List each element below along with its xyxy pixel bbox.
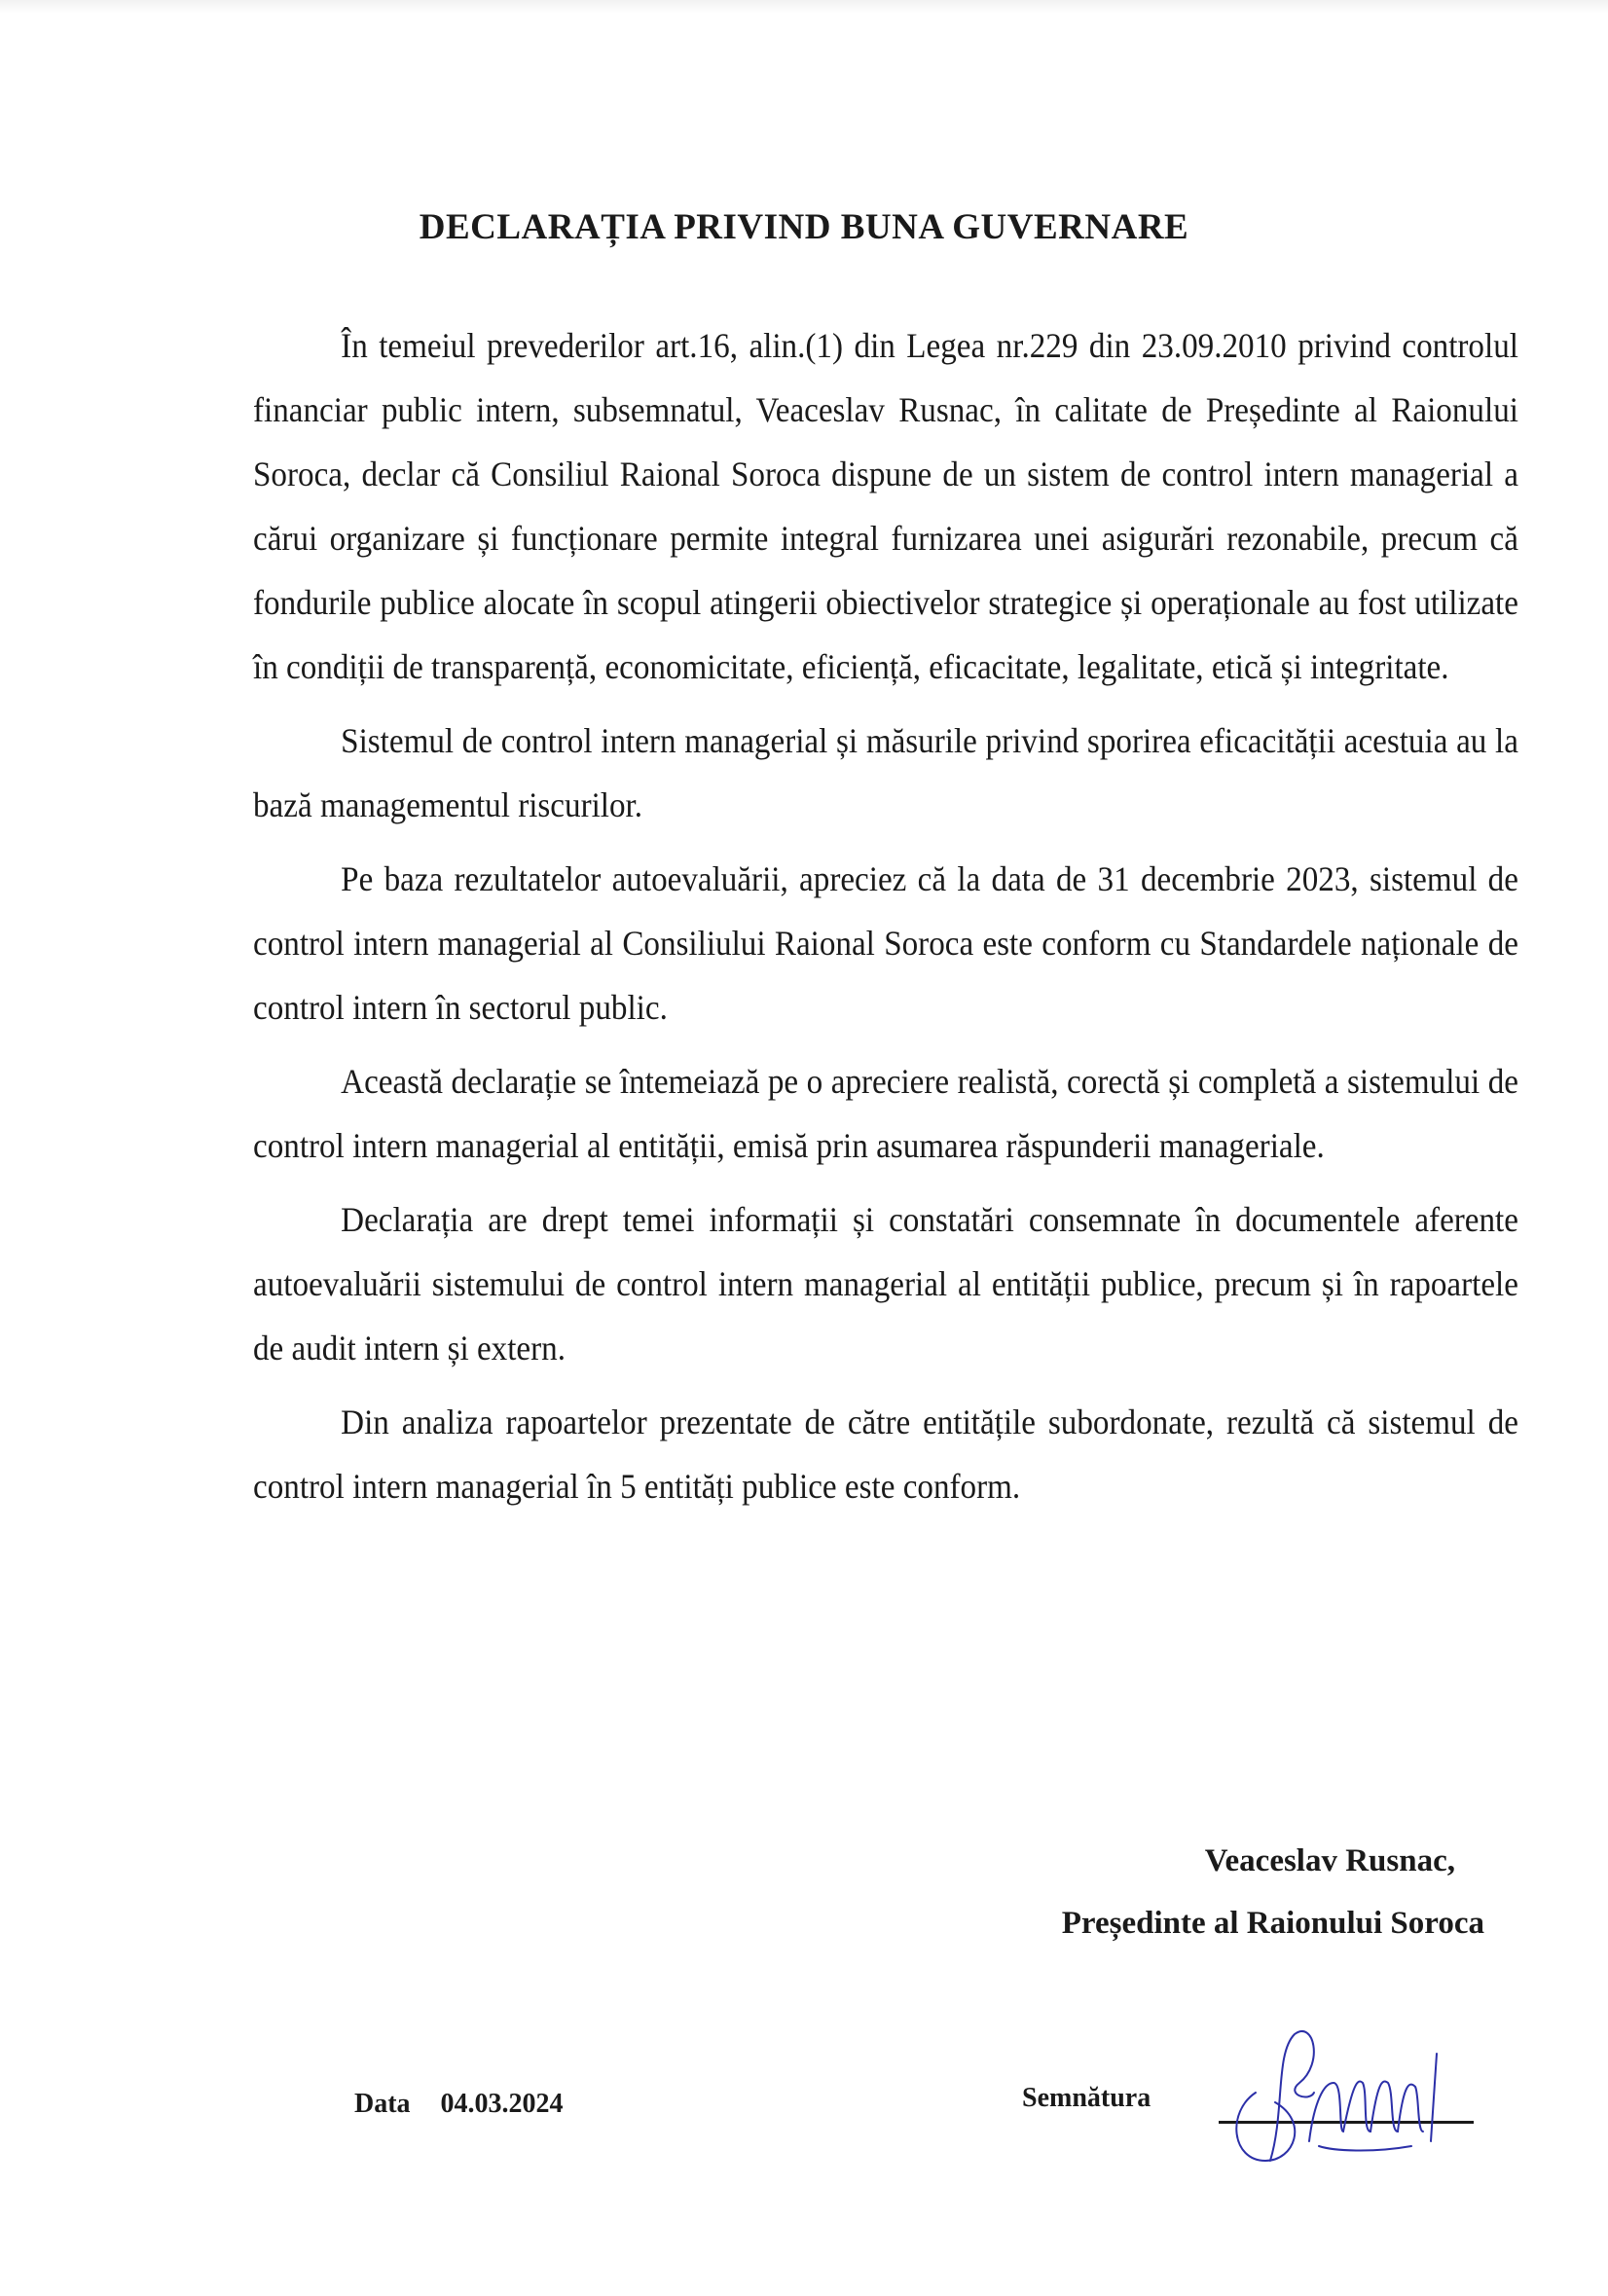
signatory-role: Președinte al Raionului Soroca <box>1061 1906 1484 1941</box>
signature-label: Semnătura <box>1022 2083 1151 2113</box>
paragraph-legal-basis: În temeiul prevederilor art.16, alin.(1) din Legea nr.229 din 23.09.2010 privind controlul financiar public intern, subsemnatul, Veaceslav Rusnac, în calitate de Președinte al Raionului Soroca, declar că Consiliul Raional Soroca dispune de un sistem de control intern managerial a cărui organizare și funcționare permite integral furnizarea unei asigurări rezonabile, precum că fondurile publice alocate în scopul atingerii obiectivelor strategice și operaționale au fost utilizate în condiții de transparență, economicitate, eficiență, eficacitate, legalitate, etică și integritate. <box>253 326 1518 686</box>
paragraph-risk-management: Sistemul de control intern managerial și măsurile privind sporirea eficacității acestuia au la bază managementul riscurilor. <box>253 721 1518 824</box>
handwritten-signature-icon <box>1217 2024 1470 2170</box>
paragraph-subordinate-entities: Din analiza rapoartelor prezentate de către entitățile subordonate, rezultă că sistemul de control intern managerial în 5 entități publice este conform. <box>253 1403 1518 1506</box>
scan-edge <box>0 0 1608 14</box>
signatory-name: Veaceslav Rusnac, <box>1204 1843 1455 1878</box>
date-row <box>354 2089 564 2120</box>
document-body <box>253 313 1518 1528</box>
signatory-block <box>983 1830 1484 1954</box>
paragraph-evidence: Declarația are drept temei informații și constatări consemnate în documentele aferente autoevaluării sistemului de control intern managerial al entității publice, precum și în rapoartele de audit intern și extern. <box>253 1200 1518 1367</box>
date-value: 04.03.2024 <box>440 2089 564 2119</box>
date-label: Data <box>354 2089 411 2119</box>
document-title: DECLARAȚIA PRIVIND BUNA GUVERNARE <box>419 207 1189 247</box>
paragraph-self-assessment: Pe baza rezultatelor autoevaluării, apreciez că la data de 31 decembrie 2023, sistemul de control intern managerial al Consiliului Raional Soroca este conform cu Standardele naționale de control intern în sectorul public. <box>253 859 1518 1027</box>
paragraph-declaration-basis: Această declarație se întemeiază pe o apreciere realistă, corectă și completă a sistemului de control intern managerial al entității, emisă prin asumarea răspunderii manageriale. <box>253 1062 1518 1165</box>
